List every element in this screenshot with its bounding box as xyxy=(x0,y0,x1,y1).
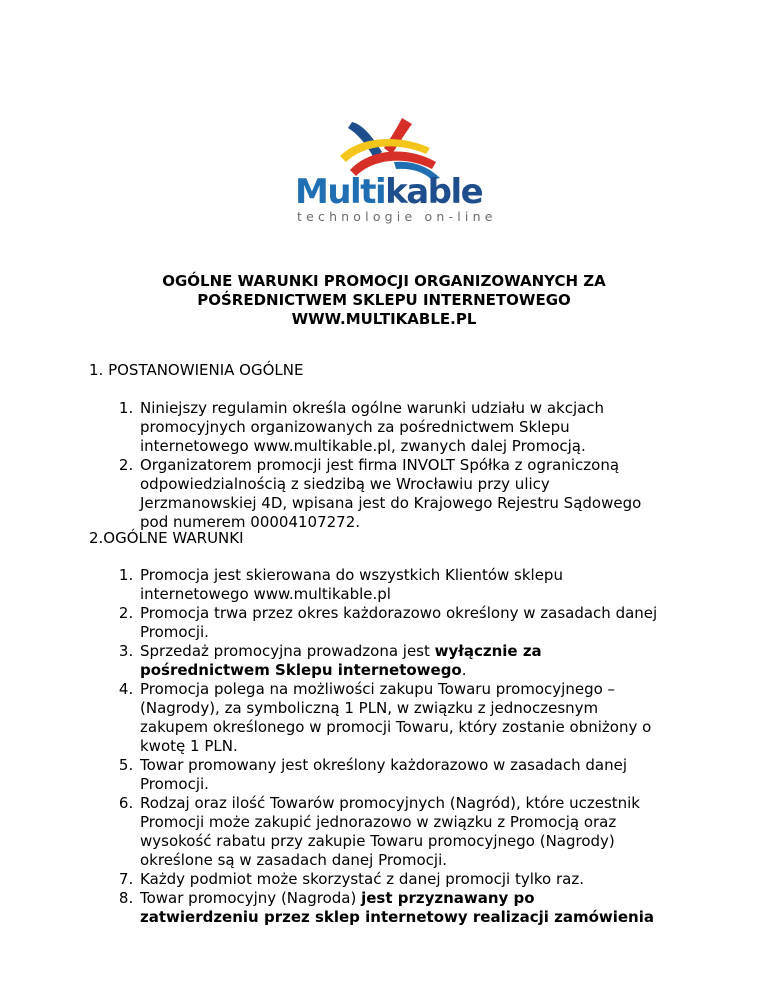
list-item: 2. Organizatorem promocji jest firma INVOLT Spółka z ograniczoną odpowiedzialnością z siedzibą we Wrocławiu przy ulicy Jerzmanowskiej 4D, wpisana jest do Krajowego Rejestru Sądowego pod numerem 00004107272. xyxy=(138,456,738,532)
list-item: 3. Sprzedaż promocyjna prowadzona jest wyłącznie za pośrednictwem Sklepu internetowego. xyxy=(138,642,738,680)
title-line: OGÓLNE WARUNKI PROMOCJI ORGANIZOWANYCH ZA xyxy=(162,272,606,290)
list-item: 2. Promocja trwa przez okres każdorazowo określony w zasadach danej Promocji. xyxy=(138,604,738,642)
section-heading-general-provisions: 1. POSTANOWIENIA OGÓLNE xyxy=(89,361,304,379)
logo-tagline: technologie on-line xyxy=(297,209,497,224)
logo-wordmark: Multikable xyxy=(295,172,483,212)
title-line: POŚREDNICTWEM SKLEPU INTERNETOWEGO xyxy=(197,291,571,309)
list-item: 1. Promocja jest skierowana do wszystkich Klientów sklepu internetowego www.multikable.pl xyxy=(138,566,738,604)
list-item: 6. Rodzaj oraz ilość Towarów promocyjnych (Nagród), które uczestnik Promocji może zakupić jednorazowo w związku z Promocją oraz wysokość rabatu przy zakupie Towaru promocyjnego (Nagrody) określone są w zasadach danej Promocji. xyxy=(138,794,738,870)
list-item: 5. Towar promowany jest określony każdorazowo w zasadach danej Promocji. xyxy=(138,756,738,794)
section1-list xyxy=(89,399,738,532)
list-item: 7. Każdy podmiot może skorzystać z danej promocji tylko raz. xyxy=(138,870,738,889)
list-item: 8. Towar promocyjny (Nagroda) jest przyznawany po zatwierdzeniu przez sklep internetowy realizacji zamówienia xyxy=(138,889,738,927)
title-line: WWW.MULTIKABLE.PL xyxy=(291,310,477,328)
list-item: 1. Niniejszy regulamin określa ogólne warunki udziału w akcjach promocyjnych organizowanych za pośrednictwem Sklepu internetowego www.multikable.pl, zwanych dalej Promocją. xyxy=(138,399,738,456)
section-heading-general-conditions: 2.OGÓLNE WARUNKI xyxy=(89,529,244,547)
section2-list xyxy=(89,566,738,927)
document-title xyxy=(100,272,668,329)
list-item: 4. Promocja polega na możliwości zakupu Towaru promocyjnego – (Nagrody), za symboliczną 1 PLN, w związku z jednoczesnym zakupem określonego w promocji Towaru, który zostanie obniżony o kwotę 1 PLN. xyxy=(138,680,738,756)
multikable-logo xyxy=(290,112,497,230)
